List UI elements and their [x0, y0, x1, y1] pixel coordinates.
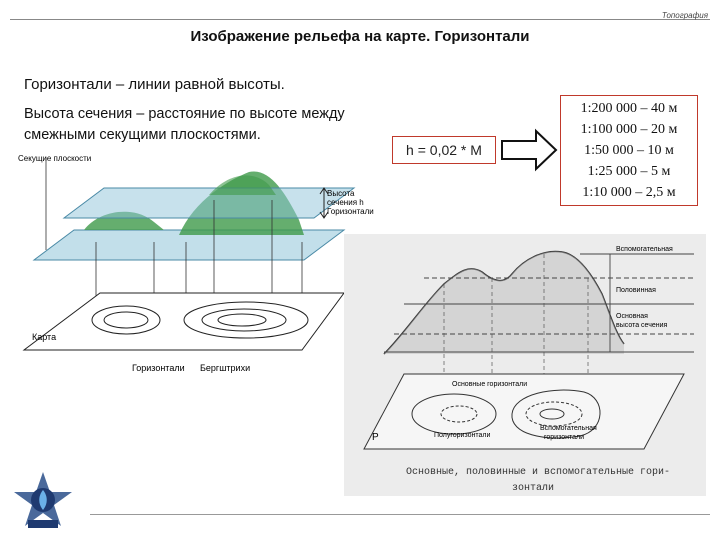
definition-section-height: Высота сечения – расстояние по высоте между смежными секущими плоскостями.	[24, 106, 345, 143]
scale-table	[560, 95, 698, 206]
label-height-1: Высота	[327, 189, 355, 198]
label-bergstrokes: Бергштрихи	[200, 363, 251, 373]
scale-row: 1:200 000 – 40 м	[580, 101, 678, 116]
label-half-contours: Полугоризонтали	[434, 432, 491, 439]
label-map: Карта	[32, 332, 57, 342]
label-main-contours: Основные горизонтали	[452, 381, 528, 388]
page-title: Изображение рельефа на карте. Горизонтали	[190, 28, 530, 45]
label-main-2: высота сечения	[616, 322, 668, 329]
label-plane: P	[372, 432, 379, 443]
formula-box: h = 0,02 * M	[392, 136, 496, 164]
label-auxiliary: Вспомогательная	[616, 246, 673, 253]
scale-row: 1:25 000 – 5 м	[587, 164, 671, 179]
footer-rule	[90, 514, 710, 515]
label-main-1: Основная	[616, 313, 648, 320]
label-height-2: сечения h	[327, 198, 364, 207]
scale-row: 1:10 000 – 2,5 м	[582, 185, 676, 200]
definition-contours: Горизонтали – линии равной высоты.	[24, 76, 285, 93]
label-planes: Секущие плоскости	[18, 154, 92, 163]
label-aux-contours-1: Вспомогательная	[540, 425, 597, 432]
header-rule	[10, 19, 710, 20]
label-contours: Горизонтали	[132, 363, 185, 373]
caption-line-2: зонтали	[512, 483, 555, 494]
label-height-3: Горизонтали	[327, 207, 374, 216]
label-aux-contours-2: горизонтали	[544, 434, 585, 441]
emblem-logo	[10, 470, 76, 532]
label-half: Половинная	[616, 287, 656, 294]
upper-plane	[64, 188, 354, 218]
scale-row: 1:100 000 – 20 м	[580, 122, 678, 137]
caption-line-1: Основные, половинные и вспомогательные гори-	[406, 467, 671, 478]
arrow-right-icon	[500, 128, 560, 172]
planes-diagram	[14, 150, 394, 380]
slide-tag: Топография	[661, 11, 708, 20]
scale-row: 1:50 000 – 10 м	[584, 143, 674, 158]
contour-types-diagram	[344, 234, 706, 496]
